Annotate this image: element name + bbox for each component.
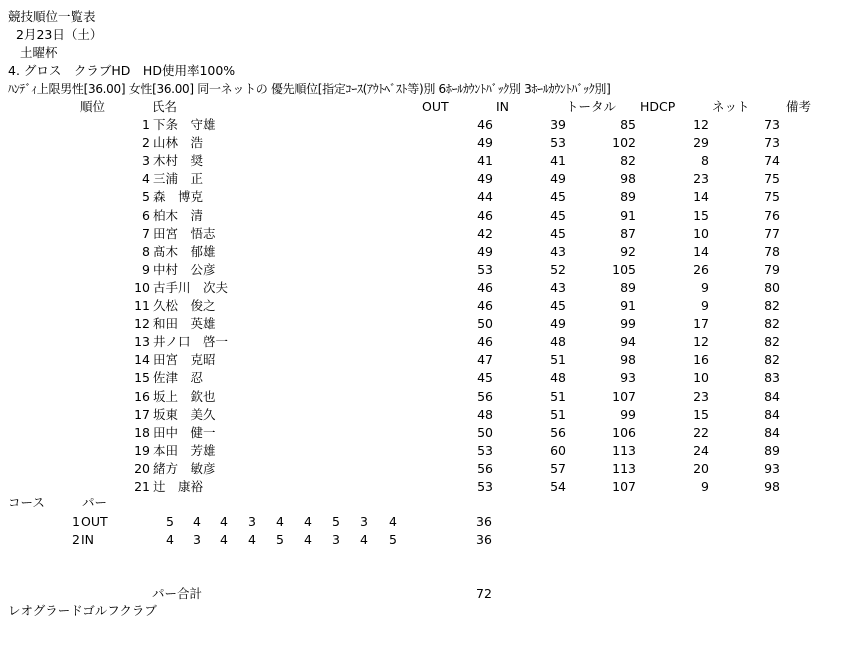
rank-cell: 14 <box>134 352 150 368</box>
event-date: 2月23日（土） <box>16 27 103 42</box>
out-score-cell: 46 <box>477 207 493 223</box>
out-score-cell: 44 <box>477 189 493 205</box>
in-score-cell: 48 <box>550 370 566 386</box>
in-score-cell: 52 <box>550 261 566 277</box>
total-score-cell: 89 <box>620 279 636 295</box>
total-score-cell: 105 <box>612 261 636 277</box>
total-score-cell: 92 <box>620 243 636 259</box>
player-name-cell: 久松 俊之 <box>153 298 216 313</box>
net-score-cell: 93 <box>764 460 780 476</box>
out-score-cell: 49 <box>477 171 493 187</box>
net-score-cell: 84 <box>764 388 780 404</box>
table-row <box>0 225 855 243</box>
in-score-cell: 57 <box>550 460 566 476</box>
header-note: 備考 <box>786 99 812 114</box>
out-score-cell: 53 <box>477 442 493 458</box>
hole-par: 4 <box>360 532 368 547</box>
results-header-row <box>0 98 855 116</box>
par-label: パー <box>82 495 108 510</box>
in-score-cell: 45 <box>550 225 566 241</box>
table-row <box>0 478 855 496</box>
table-row <box>0 424 855 442</box>
net-score-cell: 82 <box>764 352 780 368</box>
hdcp-value-cell: 14 <box>693 189 709 205</box>
hole-par: 5 <box>389 532 397 547</box>
hole-par: 4 <box>248 532 256 547</box>
hole-par: 3 <box>248 514 256 529</box>
out-score-cell: 50 <box>477 316 493 332</box>
in-score-cell: 56 <box>550 424 566 440</box>
total-score-cell: 98 <box>620 352 636 368</box>
rank-cell: 6 <box>142 207 150 223</box>
hole-par: 4 <box>220 514 228 529</box>
table-row <box>0 369 855 387</box>
total-score-cell: 107 <box>612 479 636 494</box>
course-name: IN <box>81 532 95 547</box>
table-row <box>0 116 855 134</box>
hole-par: 4 <box>276 514 284 529</box>
header-net: ネット <box>712 99 750 114</box>
table-row <box>0 243 855 261</box>
in-score-cell: 54 <box>550 479 566 494</box>
player-name-cell: 髙木 郁雄 <box>153 243 216 259</box>
player-name-cell: 田宮 悟志 <box>153 225 216 241</box>
par-total-value: 72 <box>476 586 492 601</box>
player-name-cell: 坂東 美久 <box>153 406 216 422</box>
net-score-cell: 74 <box>764 153 780 169</box>
hdcp-value-cell: 22 <box>693 424 709 440</box>
out-score-cell: 49 <box>477 243 493 259</box>
net-score-cell: 79 <box>764 261 780 277</box>
hdcp-value-cell: 15 <box>693 406 709 422</box>
net-score-cell: 73 <box>764 135 780 151</box>
hole-par: 4 <box>389 514 397 529</box>
in-score-cell: 43 <box>550 279 566 295</box>
player-name-cell: 古手川 次夫 <box>153 279 229 295</box>
in-score-cell: 51 <box>550 406 566 422</box>
total-score-cell: 82 <box>620 153 636 169</box>
table-row <box>0 279 855 297</box>
out-score-cell: 47 <box>477 352 493 368</box>
net-score-cell: 75 <box>764 189 780 205</box>
player-name-cell: 森 博克 <box>153 189 204 205</box>
hole-par: 4 <box>304 514 312 529</box>
in-score-cell: 48 <box>550 334 566 350</box>
hole-par: 5 <box>332 514 340 529</box>
player-name-cell: 山林 浩 <box>153 135 204 151</box>
total-score-cell: 98 <box>620 171 636 187</box>
net-score-cell: 84 <box>764 424 780 440</box>
course-par-total: 36 <box>476 514 492 529</box>
out-score-cell: 49 <box>477 135 493 151</box>
in-score-cell: 53 <box>550 135 566 151</box>
in-score-cell: 45 <box>550 189 566 205</box>
player-name-cell: 井ノ口 啓一 <box>153 334 229 350</box>
hole-par: 4 <box>304 532 312 547</box>
total-score-cell: 113 <box>612 442 636 458</box>
out-score-cell: 56 <box>477 460 493 476</box>
hole-par: 4 <box>193 514 201 529</box>
header-in: IN <box>496 99 510 114</box>
course-par-total: 36 <box>476 532 492 547</box>
hdcp-value-cell: 10 <box>693 225 709 241</box>
net-score-cell: 77 <box>764 225 780 241</box>
player-name-cell: 下条 守雄 <box>153 117 216 132</box>
net-score-cell: 80 <box>764 279 780 295</box>
table-row <box>0 134 855 152</box>
net-score-cell: 98 <box>764 479 780 494</box>
total-score-cell: 102 <box>612 135 636 151</box>
rank-cell: 15 <box>134 370 150 386</box>
hole-par: 3 <box>332 532 340 547</box>
hdcp-value-cell: 9 <box>701 298 709 313</box>
course-row <box>0 513 855 531</box>
table-row <box>0 207 855 225</box>
net-score-cell: 76 <box>764 207 780 223</box>
total-score-cell: 113 <box>612 460 636 476</box>
table-row <box>0 297 855 315</box>
player-name-cell: 本田 芳雄 <box>153 442 216 458</box>
hole-par: 3 <box>193 532 201 547</box>
net-score-cell: 75 <box>764 171 780 187</box>
total-score-cell: 85 <box>620 117 636 132</box>
course-number: 1 <box>72 514 80 529</box>
out-score-cell: 45 <box>477 370 493 386</box>
player-name-cell: 中村 公彦 <box>153 261 216 277</box>
rank-cell: 3 <box>142 153 150 169</box>
rank-cell: 7 <box>142 225 150 241</box>
rank-cell: 20 <box>134 460 150 476</box>
out-score-cell: 48 <box>477 406 493 422</box>
total-score-cell: 106 <box>612 424 636 440</box>
player-name-cell: 三浦 正 <box>153 171 204 187</box>
net-score-cell: 78 <box>764 243 780 259</box>
rank-cell: 10 <box>134 279 150 295</box>
hole-par: 3 <box>360 514 368 529</box>
table-row <box>0 442 855 460</box>
hdcp-value-cell: 10 <box>693 370 709 386</box>
rank-cell: 11 <box>134 298 150 313</box>
hole-par: 5 <box>276 532 284 547</box>
player-name-cell: 木村 奨 <box>153 153 204 169</box>
rank-cell: 18 <box>134 424 150 440</box>
rank-cell: 2 <box>142 135 150 151</box>
header-rank: 順位 <box>80 99 106 114</box>
in-score-cell: 60 <box>550 442 566 458</box>
rank-cell: 19 <box>134 442 150 458</box>
table-row <box>0 170 855 188</box>
out-score-cell: 56 <box>477 388 493 404</box>
hdcp-value-cell: 12 <box>693 117 709 132</box>
header-name: 氏名 <box>152 99 178 114</box>
table-row <box>0 333 855 351</box>
in-score-cell: 51 <box>550 352 566 368</box>
rank-cell: 1 <box>142 117 150 132</box>
total-score-cell: 94 <box>620 334 636 350</box>
player-name-cell: 緒方 敏彦 <box>153 460 216 476</box>
out-score-cell: 50 <box>477 424 493 440</box>
table-row <box>0 460 855 478</box>
player-name-cell: 田中 健一 <box>153 424 216 440</box>
rank-cell: 4 <box>142 171 150 187</box>
course-row <box>0 531 855 549</box>
rank-cell: 16 <box>134 388 150 404</box>
out-score-cell: 42 <box>477 225 493 241</box>
header-out: OUT <box>422 99 449 114</box>
hdcp-value-cell: 23 <box>693 171 709 187</box>
course-label: コース <box>8 495 45 510</box>
hole-par: 5 <box>166 514 174 529</box>
hdcp-value-cell: 8 <box>701 153 709 169</box>
out-score-cell: 41 <box>477 153 493 169</box>
hdcp-value-cell: 9 <box>701 479 709 494</box>
page-title: 競技順位一覧表 <box>8 9 96 24</box>
hdcp-value-cell: 16 <box>693 352 709 368</box>
player-name-cell: 柏木 清 <box>153 207 204 223</box>
total-score-cell: 87 <box>620 225 636 241</box>
header-total: トータル <box>566 99 617 114</box>
net-score-cell: 82 <box>764 334 780 350</box>
net-score-cell: 82 <box>764 316 780 332</box>
net-score-cell: 73 <box>764 117 780 132</box>
competition-category: 4. グロス クラブHD HD使用率100% <box>8 63 236 78</box>
in-score-cell: 51 <box>550 388 566 404</box>
table-row <box>0 315 855 333</box>
hdcp-value-cell: 23 <box>693 388 709 404</box>
handicap-conditions: ﾊﾝﾃﾞｨ上限男性[36.00] 女性[36.00] 同一ネットの 優先順位[指定ｺｰｽ(ｱｳﾄﾍﾞｽﾄ等)別 6ﾎｰﾙｶｳﾝﾄﾊﾞｯｸ別 3ﾎｰﾙｶｳﾝﾄﾊﾞｯｸ別] <box>8 82 611 96</box>
in-score-cell: 39 <box>550 117 566 132</box>
hdcp-value-cell: 26 <box>693 261 709 277</box>
hdcp-value-cell: 17 <box>693 316 709 332</box>
course-name: OUT <box>81 514 108 529</box>
in-score-cell: 43 <box>550 243 566 259</box>
total-score-cell: 107 <box>612 388 636 404</box>
in-score-cell: 45 <box>550 298 566 313</box>
hdcp-value-cell: 9 <box>701 279 709 295</box>
table-row <box>0 351 855 369</box>
net-score-cell: 84 <box>764 406 780 422</box>
hole-par: 4 <box>166 532 174 547</box>
player-name-cell: 田宮 克昭 <box>153 352 216 368</box>
header-hdcp: HDCP <box>640 99 676 114</box>
out-score-cell: 46 <box>477 298 493 313</box>
in-score-cell: 41 <box>550 153 566 169</box>
table-row <box>0 388 855 406</box>
out-score-cell: 46 <box>477 279 493 295</box>
total-score-cell: 99 <box>620 406 636 422</box>
hdcp-value-cell: 15 <box>693 207 709 223</box>
rank-cell: 21 <box>134 479 150 494</box>
net-score-cell: 83 <box>764 370 780 386</box>
player-name-cell: 辻 康裕 <box>153 479 204 494</box>
in-score-cell: 45 <box>550 207 566 223</box>
event-name: 土曜杯 <box>20 45 58 60</box>
total-score-cell: 89 <box>620 189 636 205</box>
out-score-cell: 53 <box>477 261 493 277</box>
hdcp-value-cell: 29 <box>693 135 709 151</box>
net-score-cell: 82 <box>764 298 780 313</box>
player-name-cell: 坂上 欽也 <box>153 388 216 404</box>
club-name: レオグラードゴルフクラブ <box>8 603 157 618</box>
total-score-cell: 91 <box>620 207 636 223</box>
net-score-cell: 89 <box>764 442 780 458</box>
in-score-cell: 49 <box>550 316 566 332</box>
hole-par: 4 <box>220 532 228 547</box>
rank-cell: 12 <box>134 316 150 332</box>
player-name-cell: 佐津 忍 <box>153 370 204 386</box>
par-total-label: パー合計 <box>152 586 203 601</box>
rank-cell: 5 <box>142 189 150 205</box>
out-score-cell: 46 <box>477 334 493 350</box>
out-score-cell: 46 <box>477 117 493 132</box>
rank-cell: 9 <box>142 261 150 277</box>
hdcp-value-cell: 24 <box>693 442 709 458</box>
table-row <box>0 188 855 206</box>
course-number: 2 <box>72 532 80 547</box>
in-score-cell: 49 <box>550 171 566 187</box>
total-score-cell: 99 <box>620 316 636 332</box>
total-score-cell: 93 <box>620 370 636 386</box>
hdcp-value-cell: 12 <box>693 334 709 350</box>
table-row <box>0 406 855 424</box>
rank-cell: 8 <box>142 243 150 259</box>
hdcp-value-cell: 14 <box>693 243 709 259</box>
table-row <box>0 261 855 279</box>
table-row <box>0 152 855 170</box>
rank-cell: 13 <box>134 334 150 350</box>
total-score-cell: 91 <box>620 298 636 313</box>
out-score-cell: 53 <box>477 479 493 494</box>
player-name-cell: 和田 英雄 <box>153 316 216 332</box>
hdcp-value-cell: 20 <box>693 460 709 476</box>
rank-cell: 17 <box>134 406 150 422</box>
